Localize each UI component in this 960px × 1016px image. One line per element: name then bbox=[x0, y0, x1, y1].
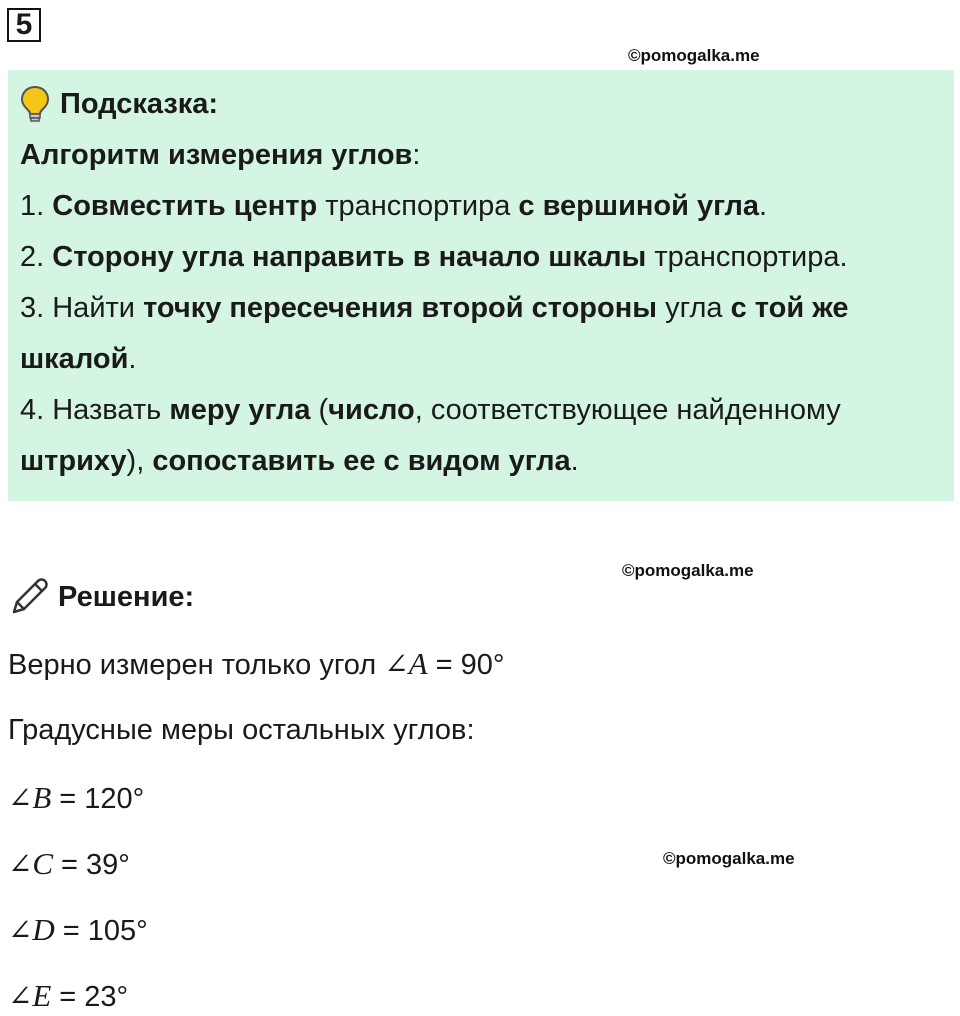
hint-text-segment: , соответствующее найденному bbox=[414, 394, 841, 426]
hint-bold-text: с той же bbox=[730, 292, 849, 324]
angle-symbol: ∠ bbox=[8, 847, 33, 881]
pencil-icon bbox=[8, 576, 50, 618]
angle-value: = 105° bbox=[54, 915, 148, 947]
others-label: Градусные меры остальных углов: bbox=[8, 714, 475, 746]
hint-line bbox=[20, 334, 942, 385]
hint-text-segment: 2. bbox=[20, 241, 53, 273]
hint-text-segment: 4. Назвать bbox=[20, 394, 170, 426]
hint-text-segment: . bbox=[128, 343, 137, 375]
hint-text-segment: . bbox=[759, 190, 768, 222]
watermark: ©pomogalka.me bbox=[622, 561, 754, 580]
correct-angle-line bbox=[8, 646, 504, 682]
hint-text-segment: транспортира. bbox=[646, 241, 848, 273]
hint-bold-text: шкалой bbox=[20, 343, 129, 375]
hint-text-segment: ( bbox=[310, 394, 329, 426]
angle-variable: E bbox=[32, 978, 52, 1013]
hint-bold-text: сопоставить ее с видом угла bbox=[152, 445, 571, 477]
angle-variable: D bbox=[32, 912, 55, 947]
hint-title bbox=[20, 78, 942, 130]
angle-line bbox=[8, 978, 128, 1014]
angle-value: = 23° bbox=[51, 981, 129, 1013]
hint-bold-text: меру угла bbox=[169, 394, 311, 426]
hint-line bbox=[20, 232, 942, 283]
angle-line bbox=[8, 780, 144, 816]
hint-line bbox=[20, 436, 942, 487]
hint-text-segment: ), bbox=[126, 445, 153, 477]
hint-text-segment: : bbox=[412, 139, 421, 171]
hint-bold-text: Сторону угла направить в начало шкалы bbox=[52, 241, 647, 273]
angle-symbol: ∠ bbox=[8, 913, 33, 947]
task-number: 5 bbox=[7, 8, 41, 42]
hint-text bbox=[20, 130, 942, 487]
hint-line bbox=[20, 130, 942, 181]
hint-line bbox=[20, 385, 942, 436]
watermark: ©pomogalka.me bbox=[628, 46, 760, 65]
angle-line bbox=[8, 912, 148, 948]
hint-text-segment: 3. Найти bbox=[20, 292, 144, 324]
hint-text-segment: транспортира bbox=[317, 190, 519, 222]
angle-symbol: ∠ bbox=[8, 781, 33, 815]
hint-line bbox=[20, 181, 942, 232]
solution-title bbox=[8, 576, 194, 618]
angle-variable: C bbox=[32, 846, 53, 881]
hint-bold-text: число bbox=[328, 394, 415, 426]
angle-variable: B bbox=[32, 780, 52, 815]
angle-symbol: ∠ bbox=[8, 979, 33, 1013]
hint-text-segment: . bbox=[570, 445, 579, 477]
correct-angle-prefix: Верно измерен только угол bbox=[8, 649, 385, 681]
hint-title-text: Подсказка: bbox=[60, 87, 219, 120]
angle-line bbox=[8, 846, 130, 882]
hint-bold-text: Совместить центр bbox=[52, 190, 318, 222]
angle-value: = 39° bbox=[53, 849, 130, 881]
hint-text-segment: 1. bbox=[20, 190, 53, 222]
angle-variable: A bbox=[408, 646, 428, 681]
hint-bold-text: точку пересечения второй стороны bbox=[143, 292, 658, 324]
hint-line bbox=[20, 283, 942, 334]
hint-text-segment: угла bbox=[657, 292, 731, 324]
angle-value: = 120° bbox=[51, 783, 145, 815]
angle-value: = 90° bbox=[427, 649, 505, 681]
watermark: ©pomogalka.me bbox=[663, 849, 795, 868]
hint-bold-text: штриху bbox=[20, 445, 127, 477]
lightbulb-icon bbox=[20, 85, 50, 123]
hint-box bbox=[8, 70, 954, 501]
hint-bold-text: с вершиной угла bbox=[518, 190, 760, 222]
solution-title-text: Решение: bbox=[58, 580, 195, 613]
hint-bold-text: Алгоритм измерения углов bbox=[20, 139, 413, 171]
angle-symbol: ∠ bbox=[384, 647, 409, 681]
